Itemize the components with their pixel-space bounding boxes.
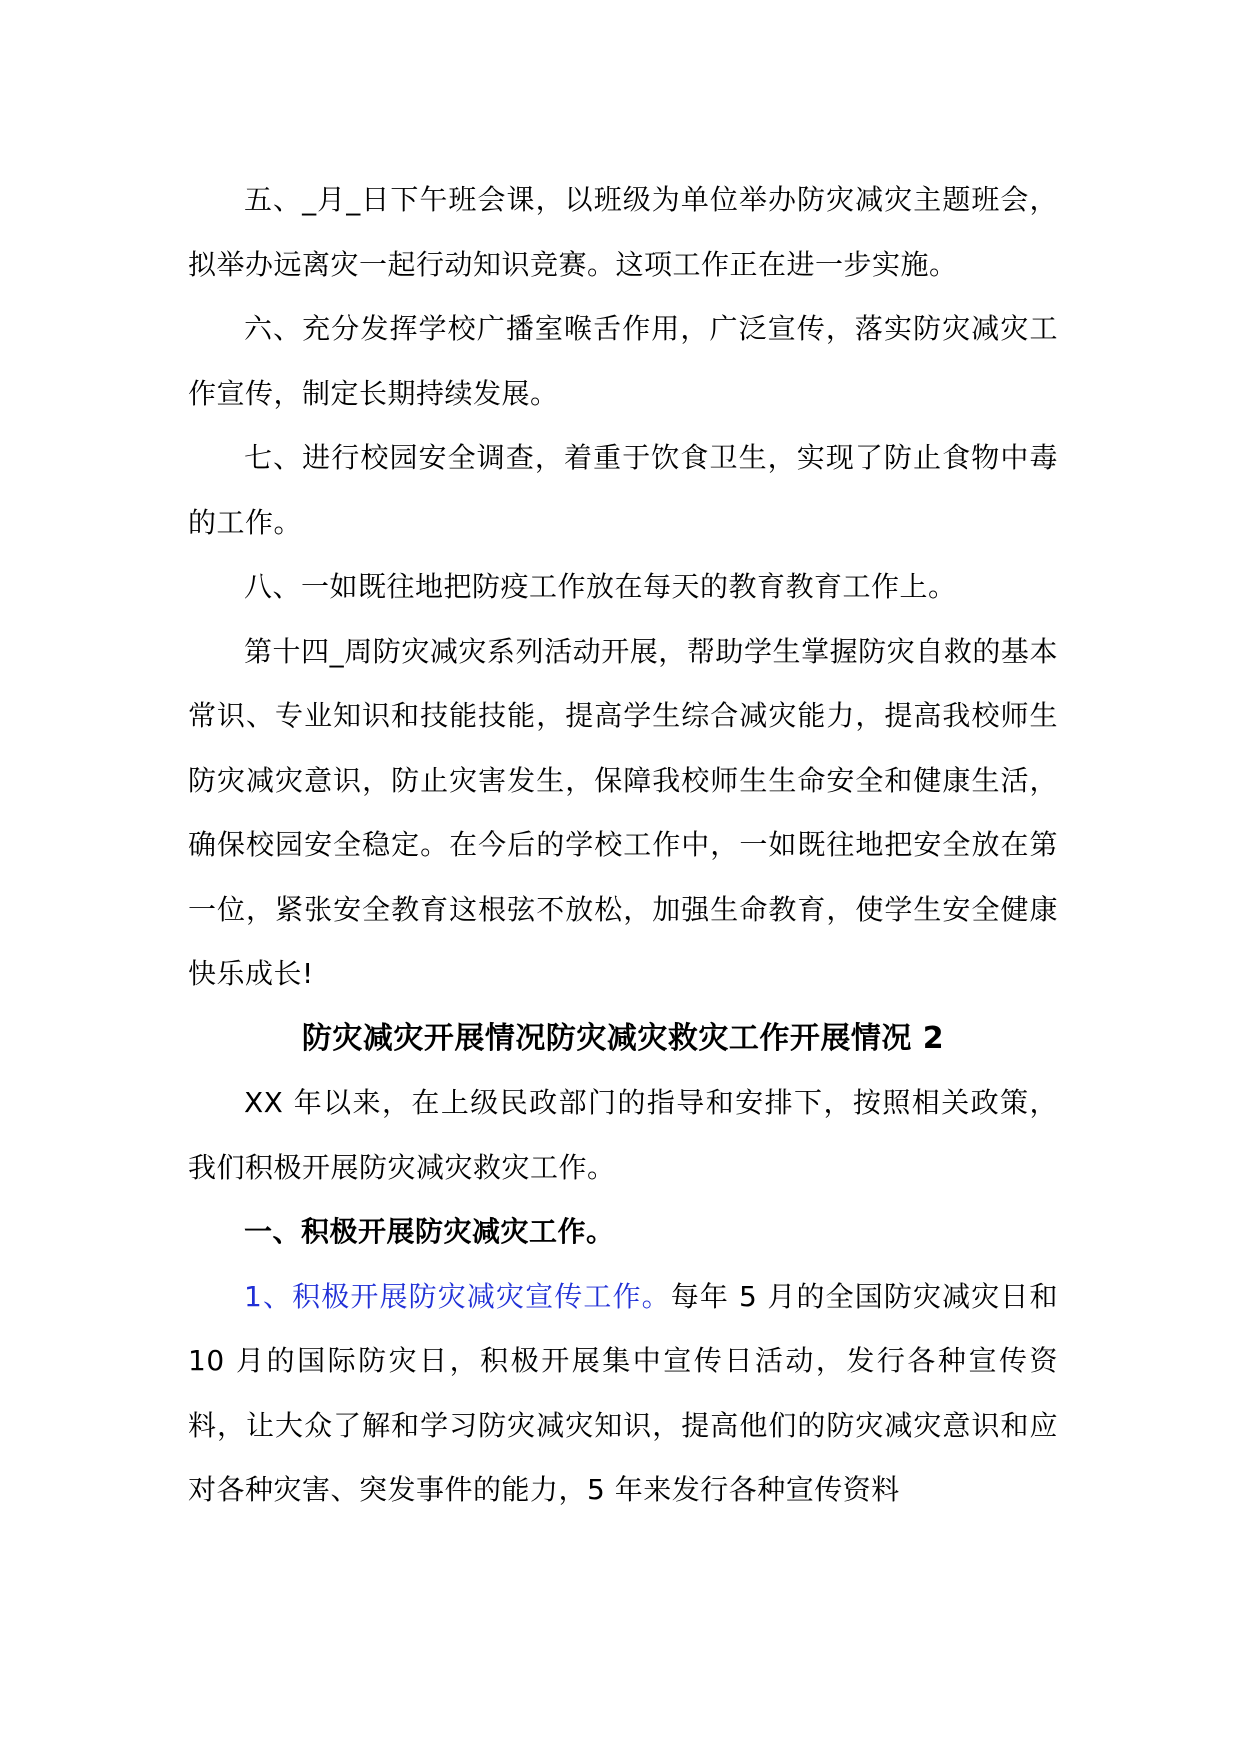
item-1-lead-link[interactable]: 1、积极开展防灾减灾宣传工作。 [244, 1279, 671, 1313]
section-heading-1: 一、积极开展防灾减灾工作。 [244, 1215, 615, 1248]
document-title: 防灾减灾开展情况防灾减灾救灾工作开展情况 2 [301, 1020, 945, 1056]
paragraph-item-7: 七、进行校园安全调查，着重于饮食卫生，实现了防止食物中毒的工作。 [188, 441, 1058, 539]
paragraph-item-5: 五、_月_日下午班会课，以班级为单位举办防灾减灾主题班会，拟举办远离灾一起行动知识竞赛。这项工作正在进一步实施。 [188, 183, 1058, 281]
paragraph-intro: XX 年以来，在上级民政部门的指导和安排下，按照相关政策，我们积极开展防灾减灾救灾工作。 [188, 1086, 1058, 1184]
paragraph-summary: 第十四_周防灾减灾系列活动开展，帮助学生掌握防灾自救的基本常识、专业知识和技能技能，提高学生综合减灾能力，提高我校师生防灾减灾意识，防止灾害发生，保障我校师生生命安全和健康生活，确保校园安全稳定。在今后的学校工作中，一如既往地把安全放在第一位，紧张安全教育这根弦不放松，加强生命教育，使学生安全健康快乐成长! [188, 634, 1058, 990]
document-body [188, 168, 1058, 1523]
paragraph-item-1 [188, 1265, 1058, 1523]
paragraph-item-6: 六、充分发挥学校广播室喉舌作用，广泛宣传，落实防灾减灾工作宣传，制定长期持续发展。 [188, 312, 1058, 410]
item-1-body: 每年 5 月的全国防灾减灾日和 10 月的国际防灾日，积极开展集中宣传日活动，发行各种宣传资料，让大众了解和学习防灾减灾知识，提高他们的防灾减灾意识和应对各种灾害、突发事件的能力，5 年来发行各种宣传资料 [188, 1279, 1058, 1506]
paragraph-item-8: 八、一如既往地把防疫工作放在每天的教育教育工作上。 [244, 570, 957, 603]
